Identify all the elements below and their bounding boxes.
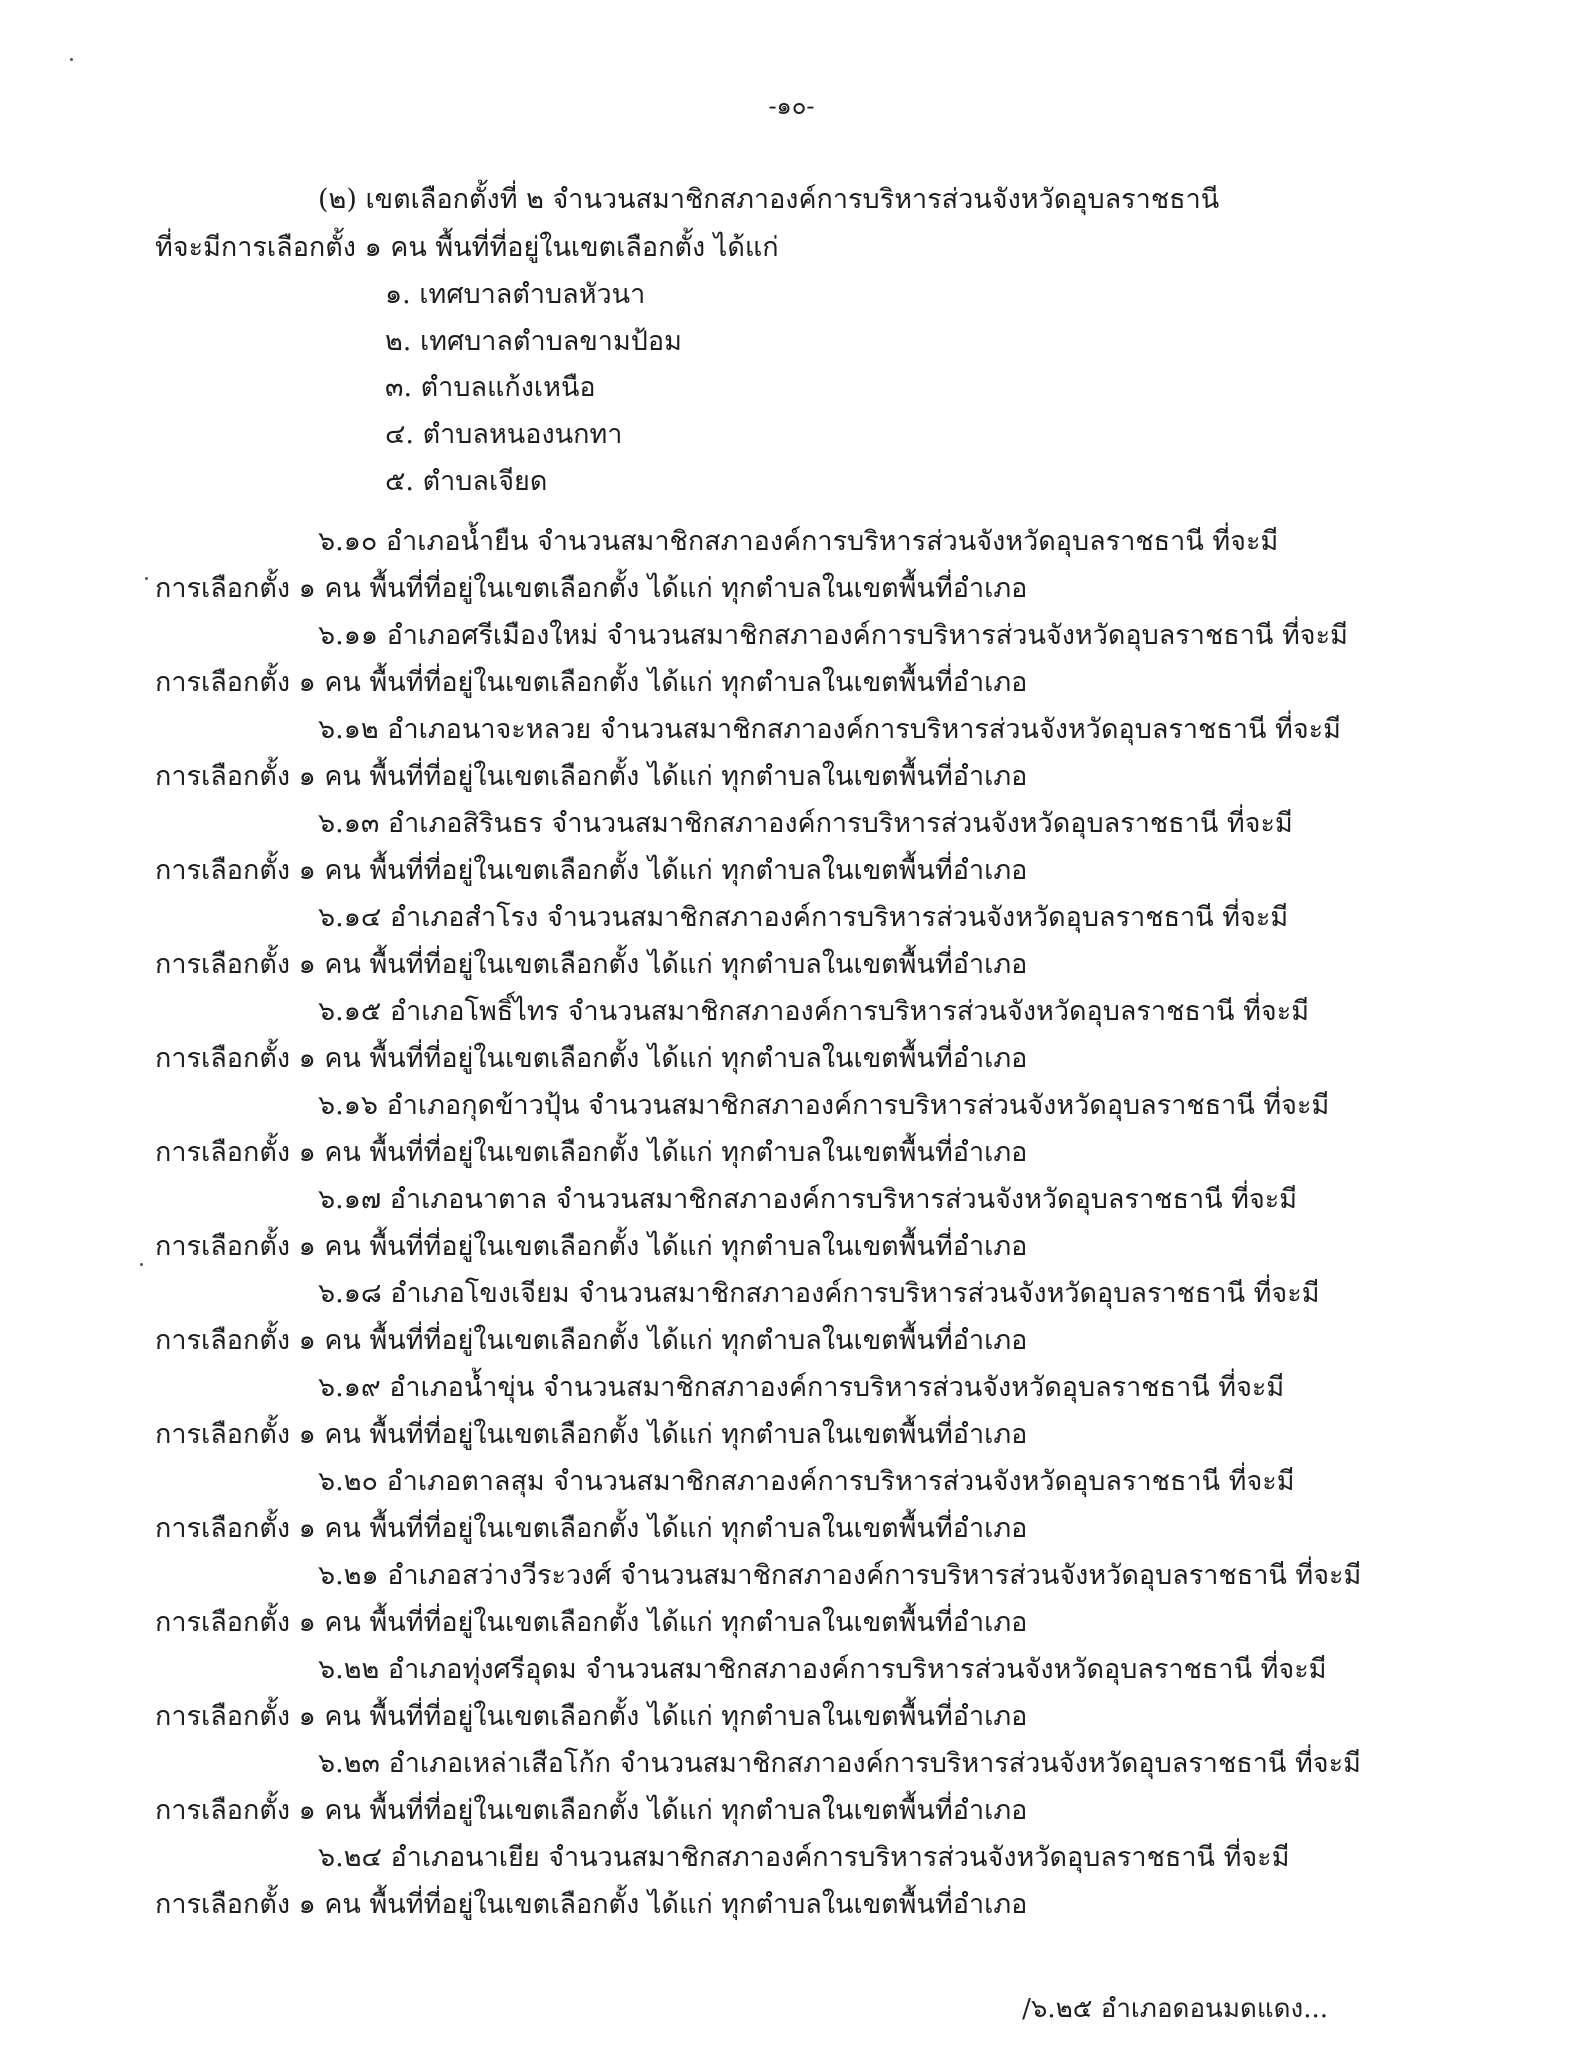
section-detail-line: การเลือกตั้ง ๑ คน พื้นที่ที่อยู่ในเขตเลือกตั้ง ได้แก่ ทุกตำบลในเขตพื้นที่อำเภอ: [155, 1889, 1028, 1920]
scan-speck: [140, 1263, 143, 1266]
area-item: ๔. ตำบลหนองนกทา: [385, 419, 623, 450]
section-detail-line: การเลือกตั้ง ๑ คน พื้นที่ที่อยู่ในเขตเลือกตั้ง ได้แก่ ทุกตำบลในเขตพื้นที่อำเภอ: [155, 1419, 1028, 1450]
section-detail-line: การเลือกตั้ง ๑ คน พื้นที่ที่อยู่ในเขตเลือกตั้ง ได้แก่ ทุกตำบลในเขตพื้นที่อำเภอ: [155, 1513, 1028, 1544]
section-detail-line: การเลือกตั้ง ๑ คน พื้นที่ที่อยู่ในเขตเลือกตั้ง ได้แก่ ทุกตำบลในเขตพื้นที่อำเภอ: [155, 1043, 1028, 1074]
section-detail-line: การเลือกตั้ง ๑ คน พื้นที่ที่อยู่ในเขตเลือกตั้ง ได้แก่ ทุกตำบลในเขตพื้นที่อำเภอ: [155, 949, 1028, 980]
scan-speck: [145, 577, 148, 580]
section-heading-line: ๖.๒๔ อำเภอนาเยีย จำนวนสมาชิกสภาองค์การบริหารส่วนจังหวัดอุบลราชธานี ที่จะมี: [318, 1842, 1290, 1873]
scan-speck: [70, 58, 73, 61]
section-detail-line: การเลือกตั้ง ๑ คน พื้นที่ที่อยู่ในเขตเลือกตั้ง ได้แก่ ทุกตำบลในเขตพื้นที่อำเภอ: [155, 1607, 1028, 1638]
area-item: ๕. ตำบลเจียด: [385, 466, 548, 497]
section-detail-line: การเลือกตั้ง ๑ คน พื้นที่ที่อยู่ในเขตเลือกตั้ง ได้แก่ ทุกตำบลในเขตพื้นที่อำเภอ: [155, 761, 1028, 792]
section-detail-line: การเลือกตั้ง ๑ คน พื้นที่ที่อยู่ในเขตเลือกตั้ง ได้แก่ ทุกตำบลในเขตพื้นที่อำเภอ: [155, 1325, 1028, 1356]
section-heading-line: ๖.๒๓ อำเภอเหล่าเสือโก้ก จำนวนสมาชิกสภาองค์การบริหารส่วนจังหวัดอุบลราชธานี ที่จะมี: [318, 1748, 1361, 1779]
section-detail-line: การเลือกตั้ง ๑ คน พื้นที่ที่อยู่ในเขตเลือกตั้ง ได้แก่ ทุกตำบลในเขตพื้นที่อำเภอ: [155, 1137, 1028, 1168]
section-heading-line: ๖.๒๑ อำเภอสว่างวีระวงศ์ จำนวนสมาชิกสภาองค์การบริหารส่วนจังหวัดอุบลราชธานี ที่จะมี: [318, 1560, 1362, 1591]
section-heading-line: ๖.๑๑ อำเภอศรีเมืองใหม่ จำนวนสมาชิกสภาองค์การบริหารส่วนจังหวัดอุบลราชธานี ที่จะมี: [318, 620, 1348, 651]
section-heading-line: ๖.๑๘ อำเภอโขงเจียม จำนวนสมาชิกสภาองค์การบริหารส่วนจังหวัดอุบลราชธานี ที่จะมี: [318, 1278, 1320, 1309]
section-detail-line: การเลือกตั้ง ๑ คน พื้นที่ที่อยู่ในเขตเลือกตั้ง ได้แก่ ทุกตำบลในเขตพื้นที่อำเภอ: [155, 573, 1028, 604]
section-detail-line: การเลือกตั้ง ๑ คน พื้นที่ที่อยู่ในเขตเลือกตั้ง ได้แก่ ทุกตำบลในเขตพื้นที่อำเภอ: [155, 667, 1028, 698]
section-detail-line: การเลือกตั้ง ๑ คน พื้นที่ที่อยู่ในเขตเลือกตั้ง ได้แก่ ทุกตำบลในเขตพื้นที่อำเภอ: [155, 855, 1028, 886]
section-heading-line: ๖.๑๔ อำเภอสำโรง จำนวนสมาชิกสภาองค์การบริหารส่วนจังหวัดอุบลราชธานี ที่จะมี: [318, 902, 1289, 933]
section-heading-line: ๖.๑๐ อำเภอน้ำยืน จำนวนสมาชิกสภาองค์การบริหารส่วนจังหวัดอุบลราชธานี ที่จะมี: [318, 526, 1279, 557]
intro-line-1: (๒) เขตเลือกตั้งที่ ๒ จำนวนสมาชิกสภาองค์การบริหารส่วนจังหวัดอุบลราชธานี: [318, 184, 1220, 215]
area-item: ๓. ตำบลแก้งเหนือ: [385, 372, 596, 403]
section-heading-line: ๖.๑๕ อำเภอโพธิ์ไทร จำนวนสมาชิกสภาองค์การบริหารส่วนจังหวัดอุบลราชธานี ที่จะมี: [318, 996, 1309, 1027]
section-heading-line: ๖.๑๙ อำเภอน้ำขุ่น จำนวนสมาชิกสภาองค์การบริหารส่วนจังหวัดอุบลราชธานี ที่จะมี: [318, 1372, 1285, 1403]
section-heading-line: ๖.๑๓ อำเภอสิรินธร จำนวนสมาชิกสภาองค์การบริหารส่วนจังหวัดอุบลราชธานี ที่จะมี: [318, 808, 1293, 839]
section-detail-line: การเลือกตั้ง ๑ คน พื้นที่ที่อยู่ในเขตเลือกตั้ง ได้แก่ ทุกตำบลในเขตพื้นที่อำเภอ: [155, 1795, 1028, 1826]
section-detail-line: การเลือกตั้ง ๑ คน พื้นที่ที่อยู่ในเขตเลือกตั้ง ได้แก่ ทุกตำบลในเขตพื้นที่อำเภอ: [155, 1231, 1028, 1262]
section-heading-line: ๖.๒๐ อำเภอตาลสุม จำนวนสมาชิกสภาองค์การบริหารส่วนจังหวัดอุบลราชธานี ที่จะมี: [318, 1466, 1295, 1497]
intro-line-2: ที่จะมีการเลือกตั้ง ๑ คน พื้นที่ที่อยู่ในเขตเลือกตั้ง ได้แก่: [155, 232, 779, 263]
section-heading-line: ๖.๑๗ อำเภอนาตาล จำนวนสมาชิกสภาองค์การบริหารส่วนจังหวัดอุบลราชธานี ที่จะมี: [318, 1184, 1298, 1215]
section-detail-line: การเลือกตั้ง ๑ คน พื้นที่ที่อยู่ในเขตเลือกตั้ง ได้แก่ ทุกตำบลในเขตพื้นที่อำเภอ: [155, 1701, 1028, 1732]
area-item: ๑. เทศบาลตำบลหัวนา: [385, 279, 646, 310]
continuation-mark: /๖.๒๕ อำเภอดอนมดแดง...: [1022, 1994, 1328, 2024]
area-item: ๒. เทศบาลตำบลขามป้อม: [385, 326, 682, 357]
page-number: -๑๐-: [768, 92, 815, 120]
section-heading-line: ๖.๑๒ อำเภอนาจะหลวย จำนวนสมาชิกสภาองค์การบริหารส่วนจังหวัดอุบลราชธานี ที่จะมี: [318, 714, 1341, 745]
section-heading-line: ๖.๒๒ อำเภอทุ่งศรีอุดม จำนวนสมาชิกสภาองค์การบริหารส่วนจังหวัดอุบลราชธานี ที่จะมี: [318, 1654, 1327, 1685]
section-heading-line: ๖.๑๖ อำเภอกุดข้าวปุ้น จำนวนสมาชิกสภาองค์การบริหารส่วนจังหวัดอุบลราชธานี ที่จะมี: [318, 1090, 1330, 1121]
